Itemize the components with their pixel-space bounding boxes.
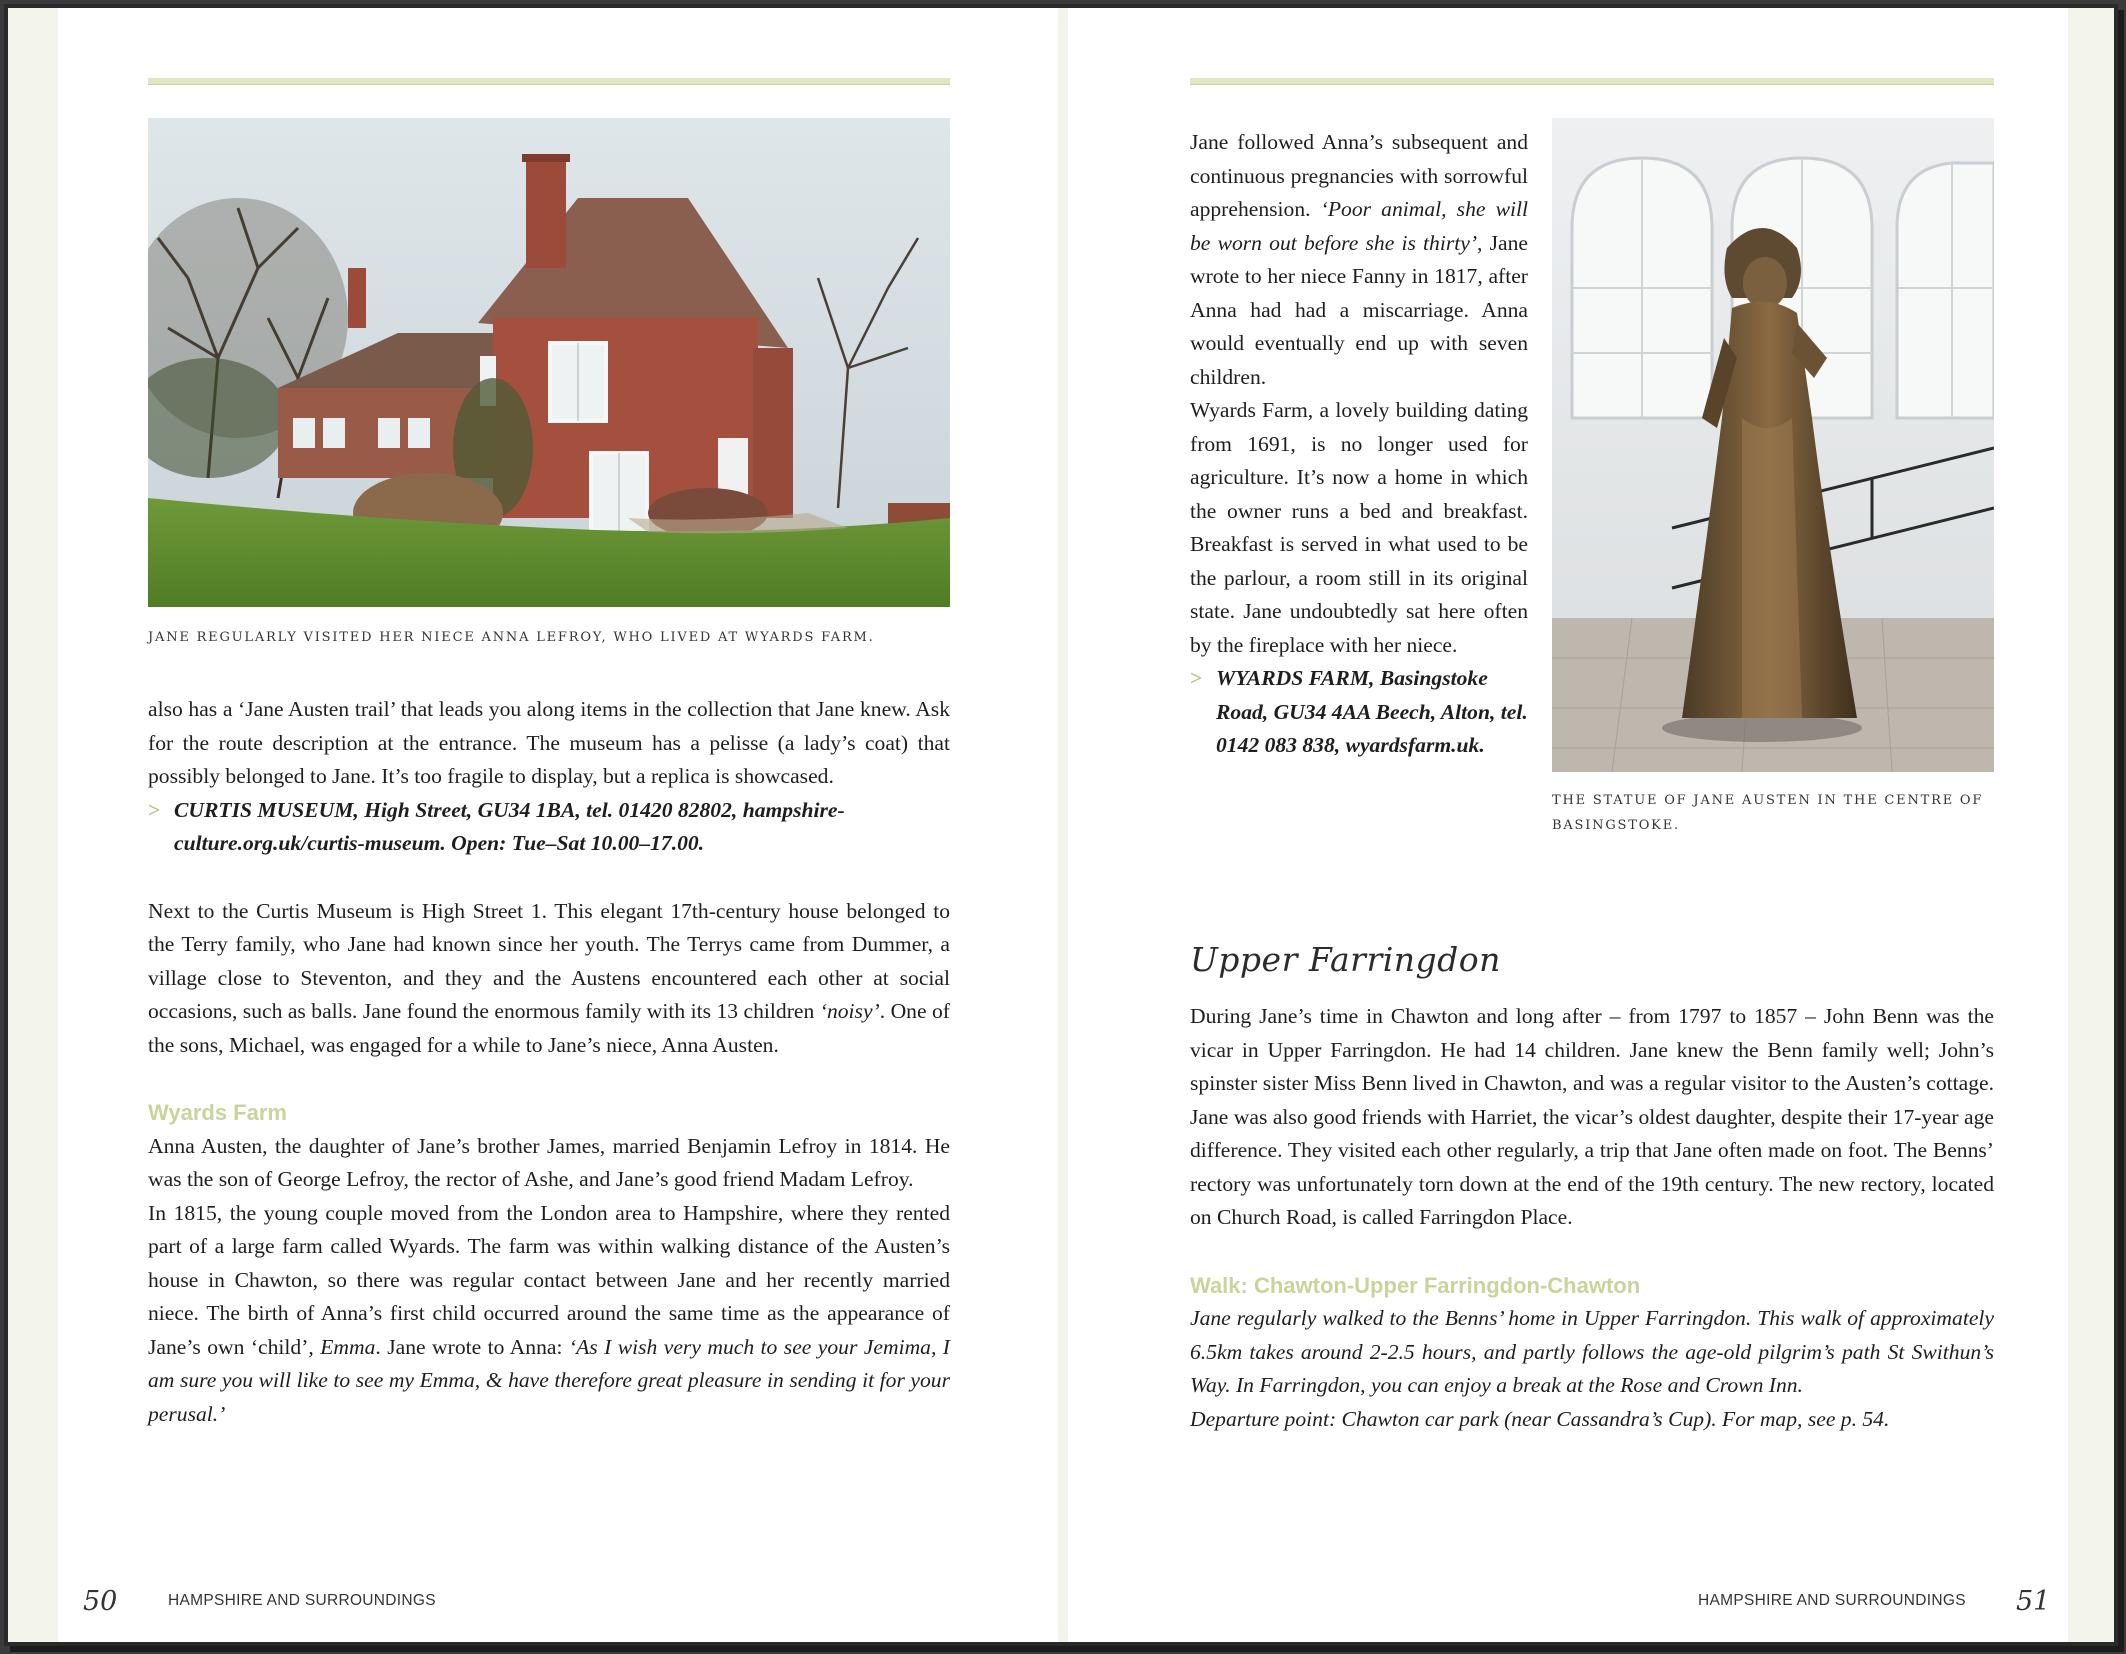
arrow-marker: > <box>148 797 161 822</box>
walk-description: Jane regularly walked to the Benns’ home in Upper Farringdon. This walk of approximately 6.5km takes around 2-2.5 hours, and partly follows the age-old pilgrim’s path St Swithun’s Way. In Farringdon, you can enjoy a break at the Rose and Crown Inn. <box>1190 1306 1994 1397</box>
left-page <box>58 8 1058 1642</box>
paragraph: Jane followed Anna’s subsequent and continuous pregnancies with sorrowful apprehension. ‘Poor animal, she will be worn out before she is thirty’, Jane wrote to her niece Fanny in 1817, after Anna had had a miscarriage. Anna would eventually end up with seven children. <box>1190 130 1528 389</box>
right-column-text <box>1190 126 1528 763</box>
jane-austen-statue-photo <box>1552 118 1994 772</box>
paragraph: Next to the Curtis Museum is High Street 1. This elegant 17th-century house belonged to the Terry family, who Jane had known since her youth. The Terrys came from Dummer, a village close to Steventon, and they and the Austens encountered each other at social occasions, such as balls. Jane found the enormous family with its 13 children ‘noisy’. One of the sons, Michael, was engaged for a while to Jane’s niece, Anna Austen. <box>148 898 950 1057</box>
wyards-farm-photo <box>148 118 950 607</box>
paragraph: also has a ‘Jane Austen trail’ that leads you along items in the collection that Jane knew. Ask for the route description at the entrance. The museum has a pelisse (a lady’s coat) that possibly belonged to Jane. It’s too fragile to display, but a replica is showcased. <box>148 697 950 788</box>
running-head-left: HAMPSHIRE AND SURROUNDINGS <box>168 1592 436 1609</box>
page-number-left: 50 <box>83 1586 118 1617</box>
running-head-right: HAMPSHIRE AND SURROUNDINGS <box>1698 1592 1966 1609</box>
section-title-upper-farringdon: Upper Farringdon <box>1190 940 1501 979</box>
photo-caption-left: JANE REGULARLY VISITED HER NIECE ANNA LEFROY, WHO LIVED AT WYARDS FARM. <box>148 630 875 645</box>
paragraph: Wyards Farm, a lovely building dating from 1691, is no longer used for agriculture. It’s now a home in which the owner runs a bed and breakfast. Breakfast is served in what used to be the parlour, a room still in its original state. Jane undoubtedly sat here often by the fireplace with her niece. <box>1190 398 1528 657</box>
section-subhead-wyards: Wyards Farm <box>148 1100 287 1125</box>
paragraph: Anna Austen, the daughter of Jane’s brother James, married Benjamin Lefroy in 1814. He was the son of George Lefroy, the rector of Ashe, and Jane’s good friend Madam Lefroy. <box>148 1133 950 1191</box>
book-spread <box>8 8 2114 1642</box>
paragraph: During Jane’s time in Chawton and long after – from 1797 to 1857 – John Benn was the vicar in Upper Farringdon. He had 14 children. Jane knew the Benn family well; John’s spinster sister Miss Benn lived in Chawton, and was a regular visitor to the Austen’s cottage. Jane was also good friends with Harriet, the vicar’s oldest daughter, despite their 17-year age difference. They visited each other regularly, a trip that Jane often made on foot. The Benns’ rectory was unfortunately torn down at the end of the 19th century. The new rectory, located on Church Road, is called Farringdon Place. <box>1190 1004 1994 1229</box>
info-wyards-farm: > WYARDS FARM, Basingstoke Road, GU34 4AA Beech, Alton, tel. 0142 083 838, wyardsfarm.uk. <box>1190 662 1528 763</box>
walk-departure: Departure point: Chawton car park (near Cassandra’s Cup). For map, see p. 54. <box>1190 1406 1890 1431</box>
top-rule-left <box>148 78 950 85</box>
photo-caption-right: THE STATUE OF JANE AUSTEN IN THE CENTRE OF BASINGSTOKE. <box>1552 793 1984 833</box>
left-body <box>148 693 950 1431</box>
arrow-marker: > <box>1190 666 1203 690</box>
right-page <box>1068 8 2068 1642</box>
top-rule-right <box>1190 78 1994 85</box>
right-body <box>1190 1000 1994 1436</box>
page-number-right: 51 <box>2016 1586 2051 1617</box>
walk-subhead: Walk: Chawton-Upper Farringdon-Chawton <box>1190 1272 1641 1298</box>
info-curtis-museum: > CURTIS MUSEUM, High Street, GU34 1BA, tel. 01420 82802, hampshire-culture.org.uk/curtis-museum. Open: Tue–Sat 10.00–17.00. <box>148 794 950 861</box>
paragraph: In 1815, the young couple moved from the London area to Hampshire, where they rented part of a large farm called Wyards. The farm was within walking distance of the Austen’s house in Chawton, so there was regular contact between Jane and her recently married niece. The birth of Anna’s first child occurred around the same time as the appearance of Jane’s own ‘child’, Emma. Jane wrote to Anna: ‘As I wish very much to see your Jemima, I am sure you will like to see my Emma, & have therefore great pleasure in sending it for your perusal.’ <box>148 1200 950 1426</box>
